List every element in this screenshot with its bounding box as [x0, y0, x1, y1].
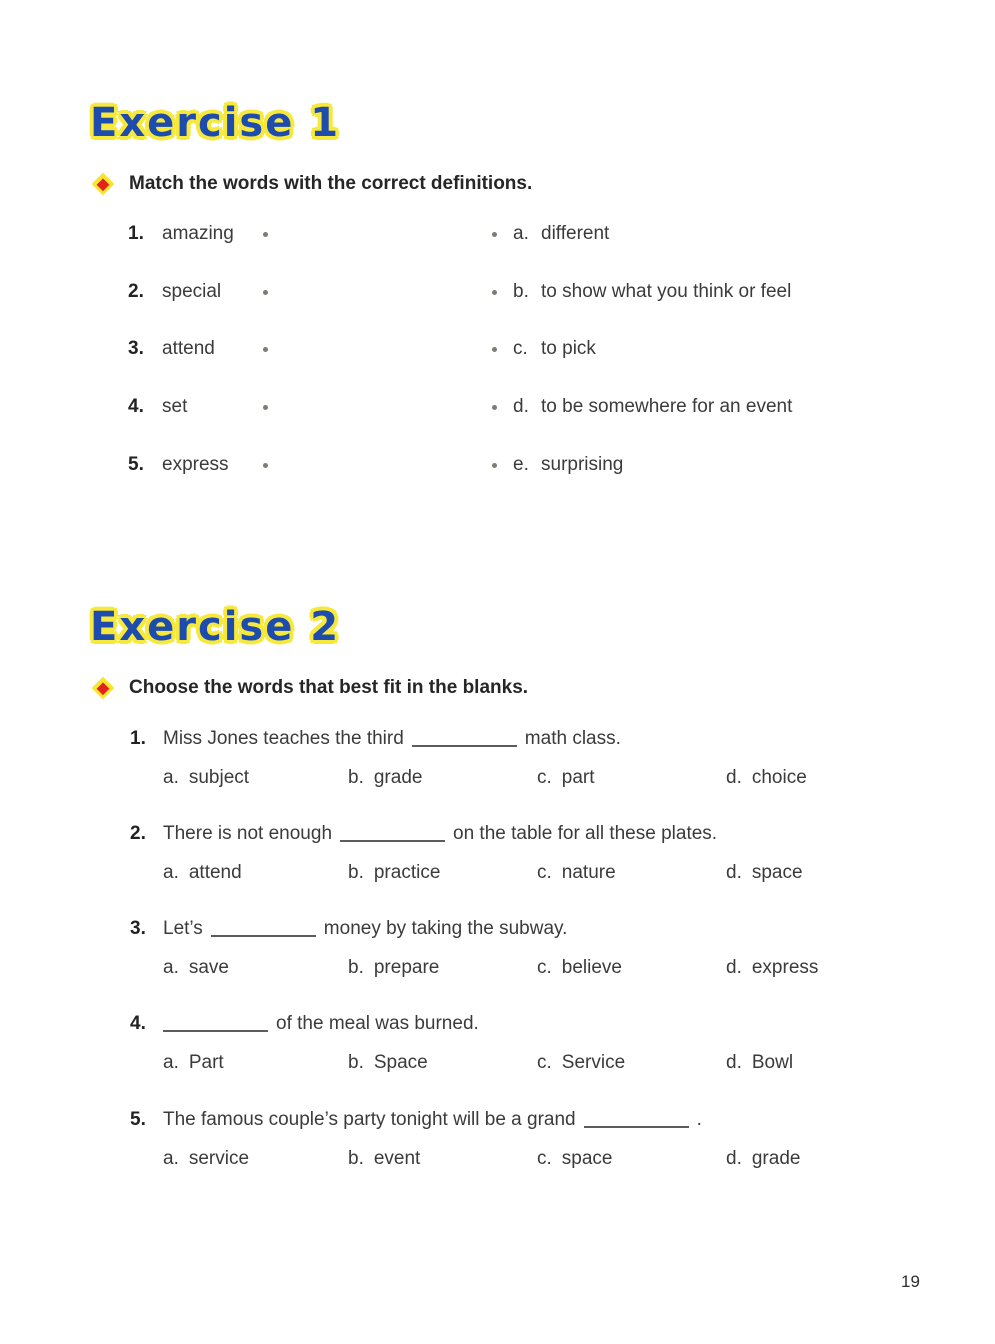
match-number: 3.	[128, 338, 144, 359]
option-text: part	[561, 767, 595, 788]
match-word: attend	[162, 338, 215, 359]
match-dot-left	[263, 405, 268, 410]
options-row	[130, 860, 960, 886]
blank-line	[340, 838, 445, 842]
exercise1-instruction-text: Match the words with the correct definitions.	[129, 173, 533, 194]
exercise2-instruction	[95, 676, 528, 700]
sentence-before-blank: Miss Jones teaches the third	[163, 728, 404, 749]
option-text: express	[751, 957, 819, 978]
option-text: Bowl	[751, 1052, 794, 1073]
options-row	[130, 955, 960, 981]
match-dot-right	[492, 290, 497, 295]
match-word: amazing	[162, 223, 234, 244]
match-row	[128, 336, 888, 362]
blank-line	[163, 1028, 268, 1032]
option	[163, 1050, 224, 1076]
match-dot-left	[263, 290, 268, 295]
match-dot-right	[492, 347, 497, 352]
option-text: event	[373, 1148, 421, 1169]
option-letter: a.	[163, 862, 179, 883]
definition-letter: e.	[513, 454, 529, 475]
option	[726, 955, 818, 981]
option-text: believe	[561, 957, 622, 978]
option-text: practice	[373, 862, 441, 883]
option	[348, 1050, 428, 1076]
option-letter: d.	[726, 1052, 742, 1073]
option	[537, 765, 595, 791]
option	[163, 955, 229, 981]
definition-letter: c.	[513, 338, 528, 359]
option-text: grade	[373, 767, 423, 788]
sentence-after-blank: on the table for all these plates.	[453, 823, 718, 844]
exercise2-title: Exercise 2	[90, 604, 341, 650]
blank-line	[584, 1124, 689, 1128]
diamond-bullet-icon	[92, 677, 115, 700]
question-sentence	[163, 916, 567, 942]
blank-line	[412, 743, 517, 747]
question-number: 1.	[130, 728, 146, 749]
option-text: space	[751, 862, 803, 883]
definition-text: surprising	[541, 454, 624, 475]
option-letter: b.	[348, 862, 364, 883]
options-row	[130, 1050, 960, 1076]
exercise1-instruction	[95, 172, 532, 196]
exercise2-instruction-text: Choose the words that best fit in the blanks.	[129, 677, 529, 698]
option	[348, 765, 422, 791]
question-sentence	[163, 726, 621, 752]
option	[726, 765, 807, 791]
match-word: special	[162, 281, 222, 302]
sentence-before-blank: The famous couple’s party tonight will be a grand	[163, 1109, 576, 1130]
match-dot-left	[263, 232, 268, 237]
match-number: 2.	[128, 281, 144, 302]
option-text: Space	[373, 1052, 428, 1073]
option	[163, 1146, 249, 1172]
sentence-after-blank: of the meal was burned.	[276, 1013, 479, 1034]
definition-text: to show what you think or feel	[541, 281, 792, 302]
option	[348, 860, 440, 886]
option-text: choice	[751, 767, 807, 788]
option-letter: c.	[537, 767, 552, 788]
match-row	[128, 221, 888, 247]
match-row	[128, 279, 888, 305]
option-letter: b.	[348, 1148, 364, 1169]
option-text: attend	[188, 862, 242, 883]
definition-letter: d.	[513, 396, 529, 417]
definition-letter: a.	[513, 223, 529, 244]
match-dot-right	[492, 405, 497, 410]
option	[726, 860, 803, 886]
option-letter: d.	[726, 767, 742, 788]
option-letter: a.	[163, 957, 179, 978]
match-number: 5.	[128, 454, 144, 475]
question-sentence	[163, 821, 717, 847]
option	[163, 860, 242, 886]
question-number: 4.	[130, 1013, 146, 1034]
match-number: 4.	[128, 396, 144, 417]
match-dot-right	[492, 232, 497, 237]
page-number: 19	[901, 1272, 920, 1291]
option-letter: d.	[726, 862, 742, 883]
match-word: set	[162, 396, 188, 417]
match-row	[128, 452, 888, 478]
question-sentence	[163, 1107, 702, 1133]
option	[537, 1146, 612, 1172]
option	[163, 765, 249, 791]
option-text: subject	[188, 767, 250, 788]
option	[537, 955, 622, 981]
definition-letter: b.	[513, 281, 529, 302]
match-word: express	[162, 454, 229, 475]
option-letter: a.	[163, 1148, 179, 1169]
options-row	[130, 765, 960, 791]
question-number: 3.	[130, 918, 146, 939]
option-text: Part	[188, 1052, 224, 1073]
exercise1-title: Exercise 1	[90, 100, 341, 146]
option-letter: d.	[726, 957, 742, 978]
question-number: 5.	[130, 1109, 146, 1130]
blank-line	[211, 933, 316, 937]
diamond-bullet-icon	[92, 173, 115, 196]
sentence-after-blank: math class.	[524, 728, 621, 749]
sentence-after-blank: .	[696, 1109, 702, 1130]
match-row	[128, 394, 888, 420]
option-text: prepare	[373, 957, 440, 978]
definition-text: different	[541, 223, 610, 244]
option	[537, 860, 616, 886]
sentence-after-blank: money by taking the subway.	[323, 918, 568, 939]
option-text: service	[188, 1148, 250, 1169]
match-dot-left	[263, 347, 268, 352]
option-letter: d.	[726, 1148, 742, 1169]
option-letter: c.	[537, 957, 552, 978]
option-text: Service	[561, 1052, 626, 1073]
match-dot-left	[263, 463, 268, 468]
option	[726, 1050, 793, 1076]
option	[726, 1146, 800, 1172]
option-letter: a.	[163, 767, 179, 788]
sentence-before-blank: Let’s	[163, 918, 203, 939]
option	[348, 955, 439, 981]
question-number: 2.	[130, 823, 146, 844]
option-text: space	[561, 1148, 613, 1169]
definition-text: to pick	[541, 338, 596, 359]
option-letter: c.	[537, 1052, 552, 1073]
option-letter: b.	[348, 1052, 364, 1073]
match-number: 1.	[128, 223, 144, 244]
question-sentence	[163, 1011, 479, 1037]
option-text: save	[188, 957, 229, 978]
sentence-before-blank: There is not enough	[163, 823, 333, 844]
option-letter: c.	[537, 1148, 552, 1169]
option-letter: a.	[163, 1052, 179, 1073]
option	[537, 1050, 625, 1076]
option-text: nature	[561, 862, 616, 883]
definition-text: to be somewhere for an event	[541, 396, 793, 417]
option-letter: c.	[537, 862, 552, 883]
match-dot-right	[492, 463, 497, 468]
option-letter: b.	[348, 957, 364, 978]
options-row	[130, 1146, 960, 1172]
option-letter: b.	[348, 767, 364, 788]
option-text: grade	[751, 1148, 801, 1169]
option	[348, 1146, 420, 1172]
